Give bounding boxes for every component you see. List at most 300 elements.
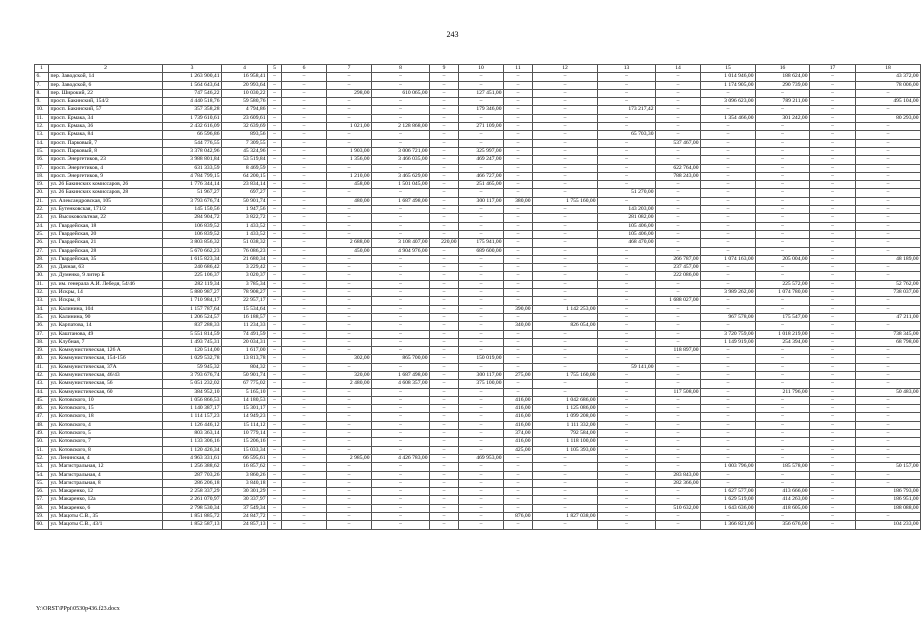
value-cell: –: [533, 181, 598, 189]
value-cell: –: [810, 73, 856, 81]
row-number-cell: 27.: [35, 247, 49, 255]
value-cell: 15 301,17: [222, 405, 268, 413]
value-cell: –: [430, 338, 459, 346]
value-cell: –: [268, 206, 282, 214]
value-cell: –: [810, 496, 856, 504]
value-cell: –: [459, 313, 504, 321]
address-cell: ул. Коммунистическая, 154-156: [49, 355, 163, 363]
address-cell: ул. Каштанова, 49: [49, 330, 163, 338]
value-cell: –: [756, 206, 810, 214]
value-cell: –: [810, 405, 856, 413]
value-cell: 738 345,00: [856, 330, 921, 338]
value-cell: –: [282, 338, 327, 346]
value-cell: –: [327, 98, 372, 106]
value-cell: 1 615 823,34: [163, 255, 222, 263]
row-number-cell: 19.: [35, 181, 49, 189]
value-cell: –: [598, 405, 656, 413]
table-row: [35, 81, 921, 89]
value-cell: –: [756, 438, 810, 446]
value-cell: –: [701, 147, 756, 155]
value-cell: 1 133 306,16: [163, 438, 222, 446]
value-cell: 15 534,64: [222, 305, 268, 313]
value-cell: 1 206 524,57: [163, 313, 222, 321]
header-cell: 13: [598, 65, 656, 73]
value-cell: –: [756, 380, 810, 388]
value-cell: 281 082,00: [598, 214, 656, 222]
value-cell: –: [810, 446, 856, 454]
value-cell: 20 993,64: [222, 81, 268, 89]
value-cell: –: [533, 147, 598, 155]
value-cell: –: [656, 247, 701, 255]
table-row: [35, 197, 921, 205]
value-cell: –: [656, 438, 701, 446]
value-cell: 240 686,42: [163, 264, 222, 272]
value-cell: –: [372, 338, 430, 346]
value-cell: –: [372, 322, 430, 330]
header-cell: 18: [856, 65, 921, 73]
address-cell: ул. Магистральная, 4: [49, 471, 163, 479]
value-cell: –: [656, 98, 701, 106]
value-cell: –: [810, 338, 856, 346]
value-cell: 106 839,52: [163, 222, 222, 230]
table-row: [35, 239, 921, 247]
value-cell: –: [701, 388, 756, 396]
value-cell: –: [656, 421, 701, 429]
address-cell: просп. Бакинский, 154/2: [49, 98, 163, 106]
value-cell: –: [810, 214, 856, 222]
value-cell: 51 038,32: [222, 239, 268, 247]
value-cell: 1 433,52: [222, 230, 268, 238]
value-cell: –: [810, 147, 856, 155]
value-cell: 118 897,00: [656, 347, 701, 355]
value-cell: –: [372, 496, 430, 504]
value-cell: –: [598, 139, 656, 147]
header-cell: 17: [810, 65, 856, 73]
value-cell: –: [282, 496, 327, 504]
value-cell: 1 111 332,00: [533, 421, 598, 429]
value-cell: 186 951,00: [856, 496, 921, 504]
row-number-cell: 12.: [35, 123, 49, 131]
value-cell: –: [810, 413, 856, 421]
value-cell: –: [372, 521, 430, 529]
value-cell: –: [533, 73, 598, 81]
value-cell: 67 775,02: [222, 380, 268, 388]
value-cell: –: [282, 280, 327, 288]
value-cell: –: [856, 471, 921, 479]
value-cell: 2 688,00: [327, 239, 372, 247]
value-cell: –: [598, 289, 656, 297]
value-cell: 325 997,00: [459, 147, 504, 155]
address-cell: ул. Калинина, 104: [49, 305, 163, 313]
value-cell: 414 263,00: [756, 496, 810, 504]
value-cell: –: [810, 98, 856, 106]
value-cell: –: [504, 313, 533, 321]
value-cell: –: [533, 189, 598, 197]
value-cell: 1 755 160,00: [533, 371, 598, 379]
value-cell: 3 020,37: [222, 272, 268, 280]
address-cell: ул. Коммунистическая, 56: [49, 380, 163, 388]
address-cell: ул. Котовского, 18: [49, 413, 163, 421]
address-cell: ул. Коммунистическая, 126 А: [49, 347, 163, 355]
table-row: [35, 396, 921, 404]
value-cell: –: [810, 239, 856, 247]
value-cell: –: [282, 222, 327, 230]
value-cell: –: [656, 230, 701, 238]
value-cell: –: [533, 272, 598, 280]
value-cell: 302,00: [327, 355, 372, 363]
value-cell: –: [756, 355, 810, 363]
value-cell: –: [856, 363, 921, 371]
value-cell: –: [756, 371, 810, 379]
value-cell: –: [856, 305, 921, 313]
value-cell: –: [282, 504, 327, 512]
value-cell: –: [430, 139, 459, 147]
value-cell: 3 860,26: [222, 471, 268, 479]
value-cell: –: [504, 496, 533, 504]
address-cell: ул. Искры, 14: [49, 289, 163, 297]
value-cell: 1 126 446,12: [163, 421, 222, 429]
value-cell: 1 366 821,00: [701, 521, 756, 529]
address-cell: просп. Энергетиков, 9: [49, 172, 163, 180]
value-cell: 3 720 759,00: [701, 330, 756, 338]
value-cell: –: [372, 446, 430, 454]
value-cell: 5 051 232,02: [163, 380, 222, 388]
value-cell: –: [656, 430, 701, 438]
value-cell: 1 105 393,00: [533, 446, 598, 454]
row-number-cell: 16.: [35, 156, 49, 164]
value-cell: 4 904 976,00: [372, 247, 430, 255]
address-cell: ул. Гвардейская, 28: [49, 247, 163, 255]
value-cell: –: [810, 479, 856, 487]
value-cell: 52 762,00: [856, 280, 921, 288]
value-cell: –: [282, 73, 327, 81]
table-row: [35, 513, 921, 521]
row-number-cell: 42.: [35, 371, 49, 379]
value-cell: –: [701, 363, 756, 371]
row-number-cell: 51.: [35, 446, 49, 454]
value-cell: –: [268, 230, 282, 238]
value-cell: 4 784 799,15: [163, 172, 222, 180]
value-cell: 416,00: [504, 413, 533, 421]
value-cell: –: [282, 114, 327, 122]
value-cell: –: [372, 421, 430, 429]
value-cell: 127 451,00: [459, 89, 504, 97]
value-cell: 1 120 426,34: [163, 446, 222, 454]
value-cell: –: [268, 446, 282, 454]
value-cell: 1 688 027,00: [656, 297, 701, 305]
address-cell: ул. Котовского, 4: [49, 421, 163, 429]
value-cell: –: [268, 363, 282, 371]
value-cell: –: [430, 297, 459, 305]
address-cell: ул. Магистральная, 8: [49, 479, 163, 487]
address-cell: ул. Ленинская, 4: [49, 454, 163, 462]
value-cell: –: [701, 371, 756, 379]
value-cell: –: [327, 471, 372, 479]
value-cell: –: [856, 405, 921, 413]
value-cell: 4 440 518,76: [163, 98, 222, 106]
value-cell: –: [810, 488, 856, 496]
value-cell: 1 099 208,00: [533, 413, 598, 421]
value-cell: –: [810, 280, 856, 288]
value-cell: –: [701, 264, 756, 272]
value-cell: –: [372, 330, 430, 338]
address-cell: ул. Гвардейская, 21: [49, 239, 163, 247]
value-cell: 2 258 337,29: [163, 488, 222, 496]
header-cell: 14: [656, 65, 701, 73]
value-cell: –: [810, 114, 856, 122]
value-cell: 1 056 866,53: [163, 396, 222, 404]
value-cell: 50 157,00: [856, 463, 921, 471]
header-cell: 8: [372, 65, 430, 73]
value-cell: –: [504, 363, 533, 371]
value-cell: 1 739 610,61: [163, 114, 222, 122]
value-cell: 21 680,34: [222, 255, 268, 263]
value-cell: 179 346,00: [459, 106, 504, 114]
table-row: [35, 405, 921, 413]
value-cell: 266 787,00: [656, 255, 701, 263]
value-cell: –: [810, 355, 856, 363]
value-cell: –: [268, 454, 282, 462]
value-cell: –: [430, 413, 459, 421]
value-cell: 300 117,00: [459, 197, 504, 205]
address-cell: ул. Мацоты С.В., 35: [49, 513, 163, 521]
value-cell: –: [701, 454, 756, 462]
value-cell: –: [504, 488, 533, 496]
value-cell: –: [810, 164, 856, 172]
value-cell: –: [533, 164, 598, 172]
value-cell: 384 952,10: [163, 388, 222, 396]
table-row: [35, 114, 921, 122]
value-cell: –: [533, 131, 598, 139]
value-cell: –: [327, 438, 372, 446]
value-cell: –: [533, 479, 598, 487]
value-cell: –: [656, 371, 701, 379]
value-cell: –: [282, 521, 327, 529]
value-cell: –: [504, 289, 533, 297]
value-cell: 13 813,78: [222, 355, 268, 363]
header-cell: 1: [35, 65, 49, 73]
value-cell: –: [756, 405, 810, 413]
value-cell: –: [656, 446, 701, 454]
value-cell: –: [756, 396, 810, 404]
value-cell: –: [533, 388, 598, 396]
value-cell: –: [856, 247, 921, 255]
value-cell: 106 839,52: [163, 230, 222, 238]
value-cell: –: [856, 355, 921, 363]
value-cell: –: [268, 222, 282, 230]
value-cell: –: [810, 230, 856, 238]
value-cell: 1 003 796,00: [701, 463, 756, 471]
value-cell: 51 270,00: [598, 189, 656, 197]
address-cell: ул. Думенко, 9 литер Б: [49, 272, 163, 280]
address-cell: просп. Ермака, 84: [49, 131, 163, 139]
table-row: [35, 463, 921, 471]
value-cell: –: [372, 347, 430, 355]
value-cell: –: [701, 181, 756, 189]
value-cell: –: [327, 521, 372, 529]
value-cell: –: [327, 396, 372, 404]
value-cell: 1 157 787,64: [163, 305, 222, 313]
row-number-cell: 43.: [35, 380, 49, 388]
value-cell: 1 114 157,23: [163, 413, 222, 421]
value-cell: –: [756, 239, 810, 247]
value-cell: –: [282, 454, 327, 462]
table-row: [35, 504, 921, 512]
value-cell: –: [459, 347, 504, 355]
value-cell: –: [430, 181, 459, 189]
value-cell: 390,00: [504, 305, 533, 313]
value-cell: –: [268, 239, 282, 247]
value-cell: –: [430, 313, 459, 321]
value-cell: –: [701, 197, 756, 205]
value-cell: –: [598, 430, 656, 438]
table-row: [35, 479, 921, 487]
row-number-cell: 21.: [35, 197, 49, 205]
value-cell: –: [430, 73, 459, 81]
value-cell: 51 967,27: [163, 189, 222, 197]
row-number-cell: 40.: [35, 355, 49, 363]
value-cell: 1 629 519,00: [701, 496, 756, 504]
value-cell: –: [656, 355, 701, 363]
value-cell: 1 142 253,00: [533, 305, 598, 313]
value-cell: 286 206,18: [163, 479, 222, 487]
value-cell: –: [856, 197, 921, 205]
value-cell: 3 840,18: [222, 479, 268, 487]
table-row: [35, 206, 921, 214]
value-cell: –: [810, 123, 856, 131]
value-cell: –: [327, 206, 372, 214]
header-cell: 9: [430, 65, 459, 73]
value-cell: –: [533, 239, 598, 247]
header-cell: 6: [282, 65, 327, 73]
value-cell: –: [598, 147, 656, 155]
value-cell: 320,00: [327, 371, 372, 379]
value-cell: –: [598, 305, 656, 313]
value-cell: –: [756, 430, 810, 438]
value-cell: –: [810, 396, 856, 404]
value-cell: –: [282, 488, 327, 496]
value-cell: –: [430, 280, 459, 288]
value-cell: –: [656, 413, 701, 421]
value-cell: –: [268, 247, 282, 255]
value-cell: –: [504, 81, 533, 89]
value-cell: –: [504, 355, 533, 363]
value-cell: –: [459, 413, 504, 421]
value-cell: 1 776 344,14: [163, 181, 222, 189]
value-cell: –: [701, 396, 756, 404]
value-cell: 1 125 086,00: [533, 405, 598, 413]
row-number-cell: 33.: [35, 297, 49, 305]
value-cell: 1 029 532,78: [163, 355, 222, 363]
value-cell: –: [282, 255, 327, 263]
value-cell: –: [372, 230, 430, 238]
row-number-cell: 28.: [35, 255, 49, 263]
value-cell: –: [282, 479, 327, 487]
value-cell: –: [327, 313, 372, 321]
value-cell: 16 188,57: [222, 313, 268, 321]
value-cell: 1 210,00: [327, 172, 372, 180]
value-cell: –: [327, 230, 372, 238]
row-number-cell: 30.: [35, 272, 49, 280]
value-cell: –: [598, 330, 656, 338]
value-cell: –: [459, 206, 504, 214]
value-cell: –: [327, 106, 372, 114]
value-cell: –: [282, 289, 327, 297]
value-cell: –: [756, 222, 810, 230]
value-cell: –: [327, 114, 372, 122]
value-cell: –: [459, 363, 504, 371]
value-cell: –: [756, 413, 810, 421]
value-cell: –: [327, 405, 372, 413]
table-row: [35, 454, 921, 462]
value-cell: –: [504, 164, 533, 172]
value-cell: –: [533, 123, 598, 131]
value-cell: –: [810, 172, 856, 180]
row-number-cell: 50.: [35, 438, 49, 446]
value-cell: 416,00: [504, 438, 533, 446]
value-cell: –: [810, 305, 856, 313]
value-cell: –: [856, 106, 921, 114]
value-cell: –: [459, 471, 504, 479]
value-cell: –: [533, 280, 598, 288]
value-cell: –: [282, 123, 327, 131]
table-row: [35, 355, 921, 363]
value-cell: –: [533, 264, 598, 272]
value-cell: –: [701, 280, 756, 288]
value-cell: –: [701, 405, 756, 413]
value-cell: –: [856, 413, 921, 421]
row-number-cell: 35.: [35, 313, 49, 321]
value-cell: –: [430, 430, 459, 438]
value-cell: –: [656, 114, 701, 122]
row-number-cell: 45.: [35, 396, 49, 404]
value-cell: –: [372, 488, 430, 496]
value-cell: –: [656, 380, 701, 388]
value-cell: –: [268, 380, 282, 388]
page-number: 243: [446, 30, 459, 39]
value-cell: –: [533, 463, 598, 471]
value-cell: –: [598, 255, 656, 263]
value-cell: –: [533, 338, 598, 346]
value-cell: –: [282, 98, 327, 106]
value-cell: –: [430, 513, 459, 521]
value-cell: 1 356,00: [327, 156, 372, 164]
value-cell: –: [756, 347, 810, 355]
value-cell: 1 687 498,00: [372, 197, 430, 205]
value-cell: –: [598, 73, 656, 81]
value-cell: –: [756, 247, 810, 255]
value-cell: 188 088,00: [856, 504, 921, 512]
value-cell: –: [656, 89, 701, 97]
value-cell: –: [756, 230, 810, 238]
value-cell: 789 211,00: [756, 98, 810, 106]
value-cell: –: [598, 355, 656, 363]
row-number-cell: 20.: [35, 189, 49, 197]
value-cell: 45 324,96: [222, 147, 268, 155]
value-cell: –: [430, 405, 459, 413]
value-cell: 66 595,61: [222, 454, 268, 462]
value-cell: –: [327, 81, 372, 89]
value-cell: –: [701, 513, 756, 521]
value-cell: –: [701, 479, 756, 487]
value-cell: –: [282, 106, 327, 114]
value-cell: –: [327, 479, 372, 487]
table-row: [35, 297, 921, 305]
row-number-cell: 53.: [35, 463, 49, 471]
value-cell: –: [656, 131, 701, 139]
value-cell: 510 632,00: [656, 504, 701, 512]
value-cell: 251 465,00: [459, 181, 504, 189]
